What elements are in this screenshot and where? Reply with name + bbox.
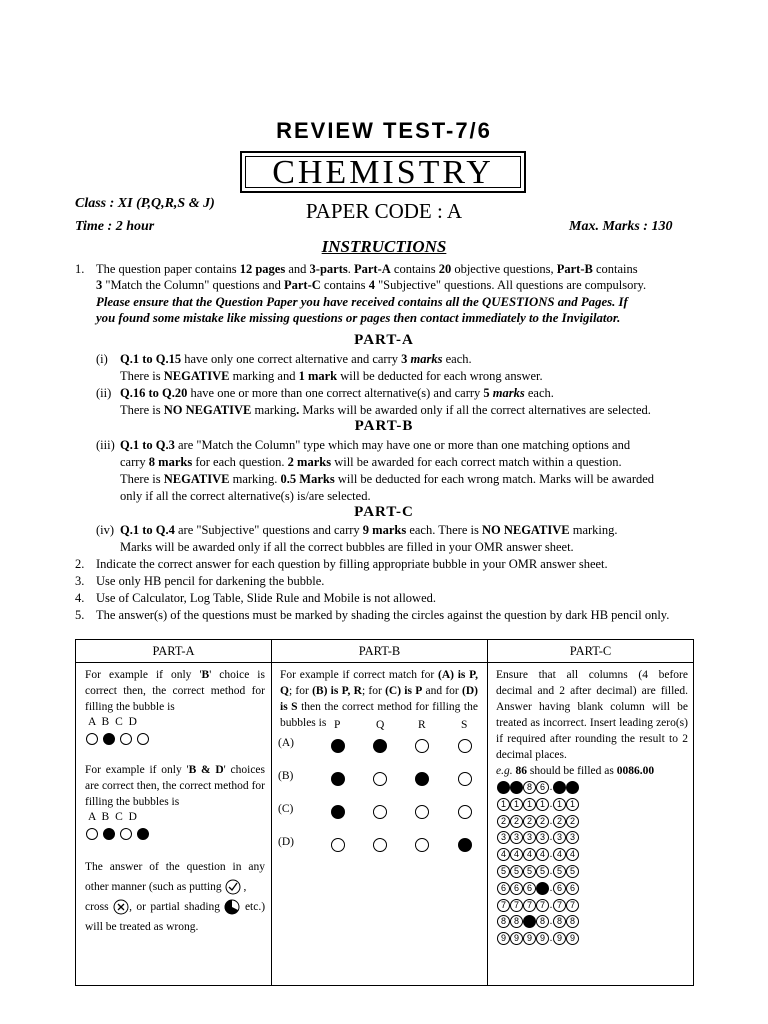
digit-bubble: 2	[566, 815, 579, 828]
wrong-method-text-b: cross	[85, 901, 109, 913]
instr-line: The answer(s) of the questions must be marked by shading the circles against the question by dark HB pencil only.	[96, 608, 670, 622]
digit-bubble: 9	[536, 932, 549, 945]
roman-num: (i)	[96, 352, 108, 366]
roman-num: (iv)	[96, 523, 115, 537]
digit-bubble: 8	[566, 915, 579, 928]
digit-bubble: 4	[536, 848, 549, 861]
digit-bubble: 5	[510, 865, 523, 878]
digit-row	[497, 932, 579, 945]
decimal-point: .	[549, 882, 553, 894]
digit-bubble: 8	[536, 915, 549, 928]
instr-line: 3 "Match the Column" questions and Part-C contains 4 "Subjective" questions. All questions are compulsory.	[96, 278, 647, 292]
digit-bubble: 2	[553, 815, 566, 828]
digit-bubble: 9	[566, 932, 579, 945]
match-row-label: (D)	[278, 836, 294, 848]
decimal-point: .	[549, 832, 553, 844]
decimal-point: .	[549, 866, 553, 877]
instr-line: Indicate the correct answer for each question by filling appropriate bubble in your OMR answer sheet.	[96, 557, 608, 571]
part-c-heading: PART-C	[354, 504, 414, 520]
digit-bubble: 3	[523, 831, 536, 844]
roman-num: (iii)	[96, 438, 115, 452]
digit-bubble: 3	[566, 831, 579, 844]
instructions-heading: INSTRUCTIONS	[321, 237, 447, 256]
digit-bubble: 2	[497, 815, 510, 828]
digit-row	[497, 831, 579, 844]
cross-mark-icon	[113, 899, 129, 915]
digit-bubble: 7	[510, 899, 523, 912]
part-a-example-2-text: For example if only 'B & D' choices are correct then, the correct method for filling the bubbles is	[85, 764, 265, 808]
digit-bubble: 1	[510, 798, 523, 811]
digit-bubble: 2	[536, 815, 549, 828]
bubble-b-filled	[103, 828, 115, 840]
part-c-example-value: e.g. 86 should be filled as 0086.00	[496, 765, 655, 777]
instr-line: There is NO NEGATIVE marking. Marks will be awarded only if all the correct alternatives are selected.	[120, 403, 651, 417]
max-marks: Max. Marks : 130	[569, 219, 673, 234]
digit-bubble-filled: 0	[553, 781, 566, 794]
instr-line: Use of Calculator, Log Table, Slide Rule and Mobile is not allowed.	[96, 591, 436, 605]
digit-bubble: 9	[523, 932, 536, 945]
bubble-row-multi	[86, 828, 154, 840]
match-column-label: S	[461, 719, 468, 731]
bubble-d-filled	[137, 828, 149, 840]
match-column-label: R	[418, 719, 426, 731]
digit-bubble: 5	[497, 865, 510, 878]
table-header-part-b: PART-B	[272, 640, 488, 663]
digit-bubble: 7	[566, 899, 579, 912]
subject-box	[240, 151, 526, 193]
wrong-method-text-d: etc.) will be treated as wrong.	[85, 901, 266, 933]
paper-code: PAPER CODE : A	[305, 199, 463, 223]
digit-bubble-filled: 0	[510, 781, 523, 794]
match-bubble-filled	[331, 772, 345, 786]
match-column-label: P	[334, 719, 341, 731]
digit-bubble-filled: 0	[566, 781, 579, 794]
match-bubble	[458, 805, 472, 819]
decimal-point: .	[549, 849, 553, 861]
bubble-a	[86, 828, 98, 840]
bubble-d	[137, 733, 149, 745]
digit-bubble: 3	[510, 831, 523, 844]
instr-line: carry 8 marks for each question. 2 marks will be awarded for each correct match within a question.	[120, 455, 622, 469]
digit-bubble-filled: 0	[497, 781, 510, 794]
digit-bubble: 3	[553, 831, 566, 844]
decimal-point: .	[549, 798, 553, 810]
digit-bubble: 4	[553, 848, 566, 861]
digit-bubble: 4	[497, 848, 510, 861]
instr-num-5: 5.	[75, 608, 85, 622]
digit-bubble: 6	[566, 882, 579, 895]
instr-line: Marks will be awarded only if all the correct bubbles are filled in your OMR answer sheet.	[120, 540, 574, 554]
instr-line: Use only HB pencil for darkening the bubble.	[96, 574, 325, 588]
match-row-label: (B)	[278, 770, 294, 782]
digit-bubble: 3	[536, 831, 549, 844]
test-title: REVIEW TEST-7/6	[276, 118, 492, 143]
match-bubble	[458, 772, 472, 786]
digit-bubble: 1	[553, 798, 566, 811]
digit-bubble: 1	[523, 798, 536, 811]
decimal-point: .	[549, 782, 553, 793]
match-bubble-filled	[331, 805, 345, 819]
option-letters: A B C D	[88, 716, 137, 728]
part-b-example-cell	[272, 663, 488, 986]
match-bubble	[373, 805, 387, 819]
roman-num: (ii)	[96, 386, 112, 400]
match-row-label: (C)	[278, 803, 294, 815]
digit-bubble: 7	[553, 899, 566, 912]
digit-bubble-filled: 6	[536, 882, 549, 895]
match-bubble-filled	[458, 838, 472, 852]
bubble-c	[120, 733, 132, 745]
option-letters: A B C D	[88, 811, 137, 823]
digit-bubble: 8	[553, 915, 566, 928]
digit-row	[497, 915, 579, 928]
instr-num-1: 1.	[75, 262, 85, 276]
digit-bubble: 6	[497, 882, 510, 895]
digit-bubble: 5	[523, 865, 536, 878]
instr-num-4: 4.	[75, 591, 85, 605]
digit-bubble: 6	[536, 781, 549, 794]
instr-line: Q.1 to Q.15 have only one correct alternative and carry 3 marks each.	[120, 352, 472, 366]
digit-bubble: 8	[523, 781, 536, 794]
match-bubble	[373, 838, 387, 852]
digit-row	[497, 899, 579, 912]
table-header-part-a: PART-A	[76, 640, 272, 663]
digit-bubble: 8	[497, 915, 510, 928]
bubble-row-single	[86, 733, 154, 745]
digit-bubble: 5	[553, 865, 566, 878]
part-b-example-text: For example if correct match for (A) is P, Q; for (B) is P, R; for (C) is P and for (D) is S then the correct method for filling the bubbles is	[280, 669, 478, 729]
digit-bubble: 3	[497, 831, 510, 844]
digit-bubble: 1	[536, 798, 549, 811]
decimal-point: .	[549, 815, 553, 827]
decimal-point: .	[549, 916, 553, 928]
partial-shading-icon	[224, 899, 240, 915]
digit-row	[497, 882, 579, 895]
digit-bubble: 4	[566, 848, 579, 861]
digit-bubble: 5	[536, 865, 549, 878]
match-bubble-filled	[415, 772, 429, 786]
decimal-point: .	[549, 933, 553, 945]
match-bubble	[415, 739, 429, 753]
match-bubble-filled	[373, 739, 387, 753]
bubble-c	[120, 828, 132, 840]
match-row-label: (A)	[278, 737, 294, 749]
digit-bubble: 1	[566, 798, 579, 811]
instr-line: only if all the correct alternative(s) is/are selected.	[120, 489, 371, 503]
digit-bubble-filled: 8	[523, 915, 536, 928]
digit-bubble: 6	[523, 882, 536, 895]
table-header-part-c: PART-C	[488, 640, 694, 663]
match-column-label: Q	[376, 719, 385, 731]
digit-row	[497, 798, 579, 811]
digit-row	[497, 848, 579, 861]
digit-bubble: 7	[523, 899, 536, 912]
instr-line: There is NEGATIVE marking. 0.5 Marks will be deducted for each wrong match. Marks will be awarded	[120, 472, 655, 486]
match-bubble	[458, 739, 472, 753]
digit-bubble: 8	[510, 915, 523, 928]
time-line: Time : 2 hour	[75, 219, 155, 234]
part-a-example-1-text: For example if only 'B' choice is correct then, the correct method for filling the bubble is	[85, 669, 265, 713]
part-c-example-cell	[488, 663, 694, 986]
part-c-example-text: Ensure that all columns (4 before decimal and 2 after decimal) are filled. Answer having blank column will be treated as incorrect. Insert leading zero(s) if required after rounding the result to 2 decimal places.	[496, 669, 688, 761]
class-line: Class : XI (P,Q,R,S & J)	[75, 196, 215, 211]
instr-line: Q.1 to Q.3 are "Match the Column" type which may have one or more than one matching options and	[120, 438, 631, 452]
bubble-a	[86, 733, 98, 745]
digit-bubble: 6	[510, 882, 523, 895]
digit-bubble: 7	[536, 899, 549, 912]
instr-num-2: 2.	[75, 557, 85, 571]
digit-bubble: 1	[497, 798, 510, 811]
digit-bubble: 2	[510, 815, 523, 828]
instr-line: The question paper contains 12 pages and 3-parts. Part-A contains 20 objective questions, Part-B contains	[96, 262, 638, 276]
match-matrix	[278, 719, 484, 883]
tick-mark-icon	[225, 879, 241, 895]
answer-row	[497, 781, 579, 794]
instr-line: Q.16 to Q.20 have one or more than one correct alternative(s) and carry 5 marks each.	[120, 386, 554, 400]
digit-bubble: 9	[497, 932, 510, 945]
match-bubble	[331, 838, 345, 852]
wrong-method-text-c: , or partial shading	[129, 901, 221, 913]
part-a-example-cell	[76, 663, 272, 986]
match-bubble	[373, 772, 387, 786]
subject-title: CHEMISTRY	[245, 156, 521, 188]
part-a-heading: PART-A	[354, 332, 414, 348]
instr-line: Q.1 to Q.4 are "Subjective" questions and carry 9 marks each. There is NO NEGATIVE marking.	[120, 523, 618, 537]
wrong-method-text-a: The answer of the question in any other manner (such as putting	[85, 861, 265, 893]
part-a-wrong-method-text: The answer of the question in any other manner (such as putting , cross , or partial shading etc.) will be treated as wrong.	[85, 861, 266, 933]
decimal-point: .	[549, 899, 553, 911]
digit-row	[497, 865, 579, 878]
digit-bubble: 7	[497, 899, 510, 912]
omr-example-table	[75, 639, 694, 986]
digit-bubble: 5	[566, 865, 579, 878]
match-bubble	[415, 838, 429, 852]
digit-row	[497, 815, 579, 828]
instr-note: Please ensure that the Question Paper you have received contains all the QUESTIONS and Pages. If	[96, 295, 628, 309]
instr-num-3: 3.	[75, 574, 85, 588]
digit-bubble: 4	[510, 848, 523, 861]
bubble-b-filled	[103, 733, 115, 745]
digit-bubble: 2	[523, 815, 536, 828]
instr-note: you found some mistake like missing questions or pages then contact immediately to the Invigilator.	[96, 311, 621, 325]
match-bubble	[415, 805, 429, 819]
instr-line: There is NEGATIVE marking and 1 mark will be deducted for each wrong answer.	[120, 369, 543, 383]
digit-bubble: 9	[510, 932, 523, 945]
part-b-heading: PART-B	[354, 418, 414, 434]
digit-bubble: 9	[553, 932, 566, 945]
match-bubble-filled	[331, 739, 345, 753]
digit-bubble: 6	[553, 882, 566, 895]
digit-bubble: 4	[523, 848, 536, 861]
